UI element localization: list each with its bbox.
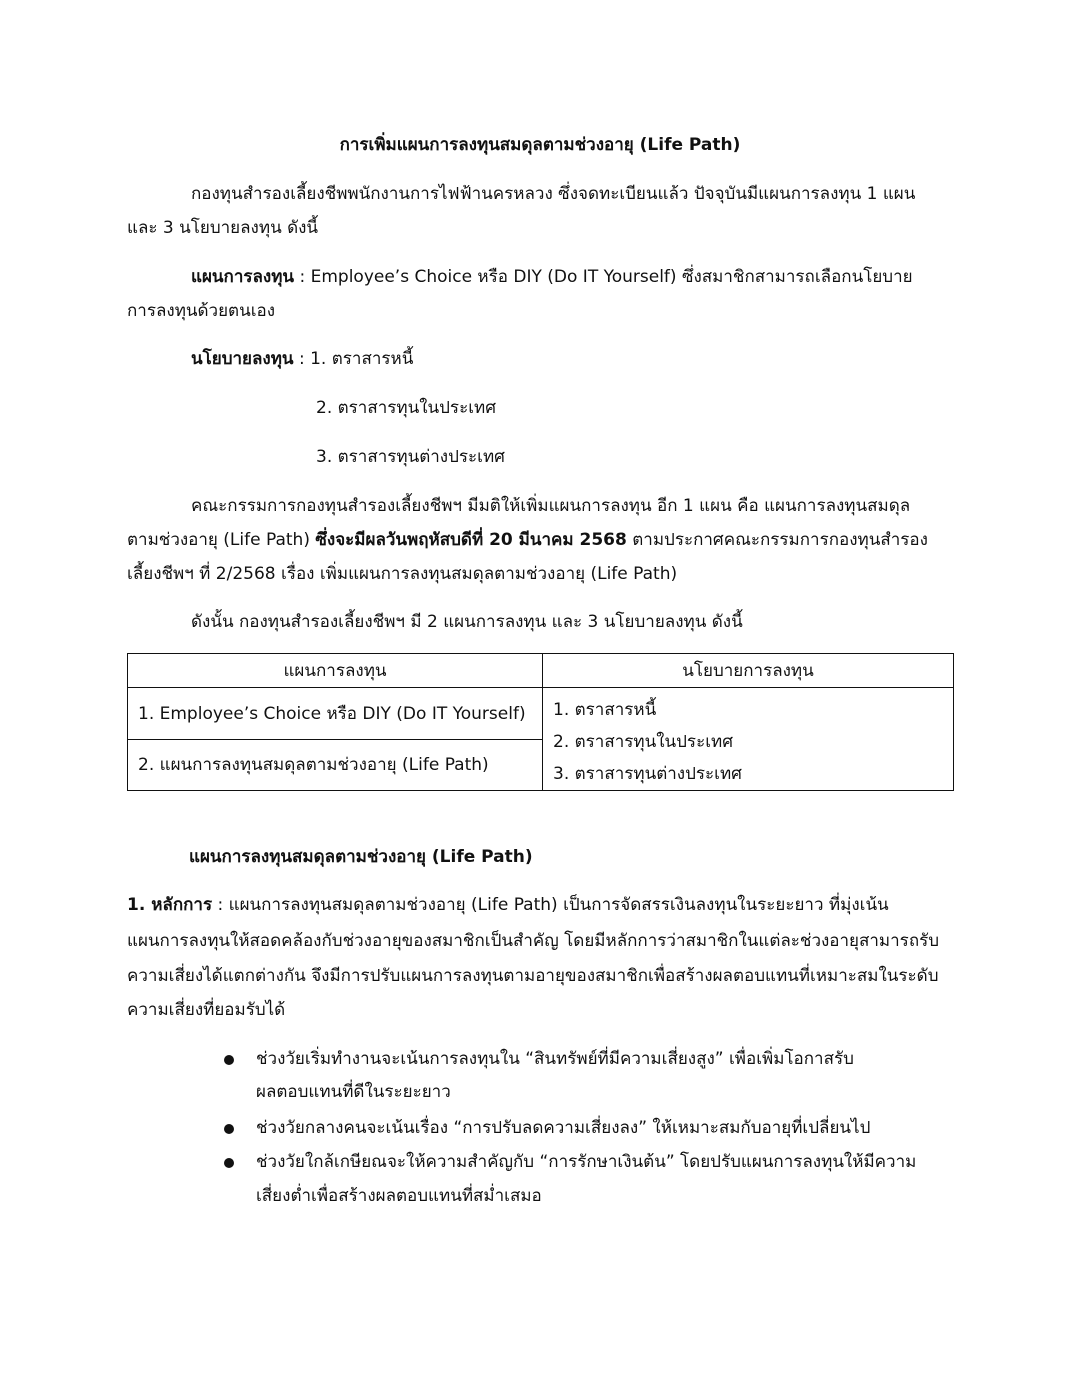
intro-line-2: และ 3 นโยบายลงทุน ดังนี้ [127, 218, 319, 238]
principle-line-2: แผนการลงทุนให้สอดคล้องกับช่วงอายุของสมาชิกเป็นสำคัญ โดยมีหลักการว่าสมาชิกในแต่ละช่วงอายุสามารถรับ [127, 931, 940, 951]
bullet-1-line-2: ผลตอบแทนที่ดีในระยะยาว [256, 1082, 451, 1102]
bullet-icon [224, 1158, 234, 1168]
table-policy-3: 3. ตราสารทุนต่างประเทศ [553, 764, 742, 784]
bullet-3-line-2: เสี่ยงต่ำเพื่อสร้างผลตอบแทนที่สม่ำเสมอ [256, 1186, 542, 1206]
bullet-2-line-1: ช่วงวัยกลางคนจะเน้นเรื่อง “การปรับลดความเสี่ยงลง” ให้เหมาะสมกับอายุที่เปลี่ยนไป [256, 1118, 871, 1138]
plan-paragraph-line-2: การลงทุนด้วยตนเอง [127, 301, 276, 321]
policy-label: นโยบายลงทุน [191, 349, 294, 369]
plans-table [127, 653, 954, 791]
committee-line-1: คณะกรรมการกองทุนสำรองเลี้ยงชีพฯ มีมติให้เพิ่มแผนการลงทุน อีก 1 แผน คือ แผนการลงทุนสมดุล [191, 496, 911, 516]
section-title: แผนการลงทุนสมดุลตามช่วงอายุ (Life Path) [189, 847, 533, 867]
committee-line-2-end: ตามประกาศคณะกรรมการกองทุนสำรอง [626, 530, 928, 550]
policy-line-1 [191, 347, 413, 371]
therefore-line: ดังนั้น กองทุนสำรองเลี้ยงชีพฯ มี 2 แผนการลงทุน และ 3 นโยบายลงทุน ดังนี้ [191, 612, 743, 632]
plan-label: แผนการลงทุน [191, 267, 295, 287]
bullet-icon [224, 1124, 234, 1134]
table-header-plans: แผนการลงทุน [128, 654, 543, 688]
principle-line-4: ความเสี่ยงที่ยอมรับได้ [127, 1000, 286, 1020]
document-title: การเพิ่มแผนการลงทุนสมดุลตามช่วงอายุ (Life Path) [339, 135, 741, 155]
table-policy-1: 1. ตราสารหนี้ [553, 700, 657, 720]
table-policy-2: 2. ตราสารทุนในประเทศ [553, 732, 734, 752]
table-cell-policies [543, 688, 954, 791]
table-cell-plan-2: 2. แผนการลงทุนสมดุลตามช่วงอายุ (Life Path) [128, 739, 543, 791]
principle-line-3: ความเสี่ยงได้แตกต่างกัน จึงมีการปรับแผนการลงทุนตามอายุของสมาชิกเพื่อสร้างผลตอบแทนที่เหมาะสมในระดับ [127, 966, 939, 986]
plan-description: : Employee’s Choice หรือ DIY (Do IT Yourself) ซึ่งสมาชิกสามารถเลือกนโยบาย [294, 267, 913, 287]
table-row [128, 688, 954, 740]
principle-label: 1. หลักการ [127, 895, 213, 915]
principle-text: : แผนการลงทุนสมดุลตามช่วงอายุ (Life Path) เป็นการจัดสรรเงินลงทุนในระยะยาว ที่มุ่งเน้น [212, 895, 889, 915]
bullet-1-line-1: ช่วงวัยเริ่มทำงานจะเน้นการลงทุนใน “สินทรัพย์ที่มีความเสี่ยงสูง” เพื่อเพิ่มโอกาสรับ [256, 1049, 854, 1069]
policy-item-2: 2. ตราสารทุนในประเทศ [316, 398, 497, 418]
intro-line-1: กองทุนสำรองเลี้ยงชีพพนักงานการไฟฟ้านครหลวง ซึ่งจดทะเบียนแล้ว ปัจจุบันมีแผนการลงทุน 1 แผน [191, 184, 916, 204]
policy-item-1: : 1. ตราสารหนี้ [293, 349, 414, 369]
plan-paragraph-line-1 [191, 265, 913, 289]
committee-line-2-start: ตามช่วงอายุ (Life Path) [127, 530, 316, 550]
table-cell-plan-1: 1. Employee’s Choice หรือ DIY (Do IT Yourself) [128, 688, 543, 740]
bullet-icon [224, 1055, 234, 1065]
table-header-policies: นโยบายการลงทุน [543, 654, 954, 688]
committee-line-3: เลี้ยงชีพฯ ที่ 2/2568 เรื่อง เพิ่มแผนการลงทุนสมดุลตามช่วงอายุ (Life Path) [127, 564, 678, 584]
policy-item-3: 3. ตราสารทุนต่างประเทศ [316, 447, 505, 467]
bullet-3-line-1: ช่วงวัยใกล้เกษียณจะให้ความสำคัญกับ “การรักษาเงินต้น” โดยปรับแผนการลงทุนให้มีความ [256, 1152, 917, 1172]
committee-line-2 [127, 528, 928, 552]
effective-date: ซึ่งจะมีผลวันพฤหัสบดีที่ 20 มีนาคม 2568 [315, 530, 627, 550]
principle-line-1 [127, 893, 889, 917]
table-header-row [128, 654, 954, 688]
